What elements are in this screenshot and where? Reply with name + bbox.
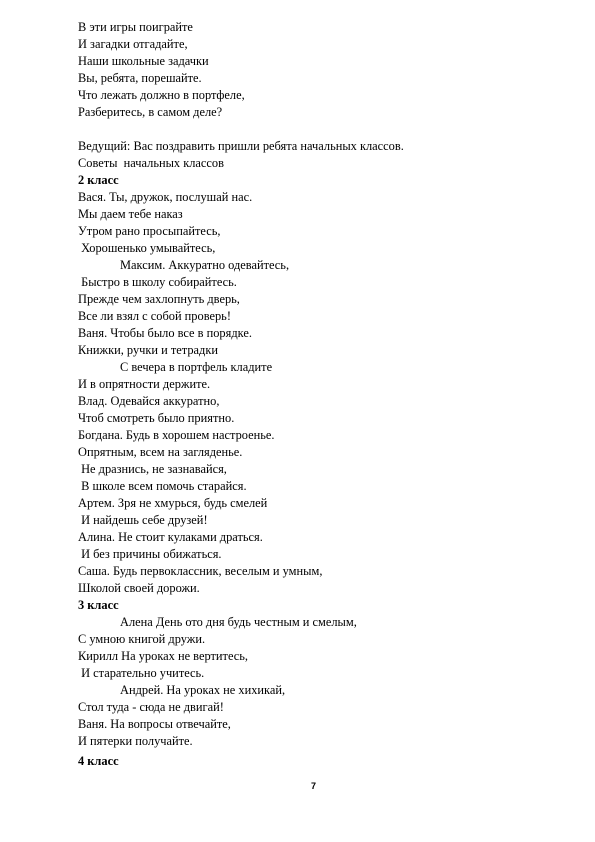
script-line: Опрятным, всем на загляденье. bbox=[78, 445, 243, 459]
page-number: 7 bbox=[311, 781, 317, 791]
poem-line: Вы, ребята, порешайте. bbox=[78, 71, 202, 85]
script-line: Прежде чем захлопнуть дверь, bbox=[78, 292, 240, 306]
script-line: Вася. Ты, дружок, послушай нас. bbox=[78, 190, 253, 204]
script-line: Ваня. На вопросы отвечайте, bbox=[78, 717, 231, 731]
script-line: Хорошенько умывайтесь, bbox=[78, 241, 216, 255]
host-line: Ведущий: Вас поздравить пришли ребята начальных классов. bbox=[78, 139, 404, 153]
advice-title: Советы начальных классов bbox=[78, 156, 224, 170]
script-line: И в опрятности держите. bbox=[78, 377, 211, 391]
script-line: Чтоб смотреть было приятно. bbox=[78, 411, 235, 425]
script-line: Артем. Зря не хмурься, будь смелей bbox=[78, 496, 268, 510]
script-line: Школой своей дорожи. bbox=[78, 581, 200, 595]
script-line: Кирилл На уроках не вертитесь, bbox=[78, 649, 248, 663]
poem-line: Что лежать должно в портфеле, bbox=[78, 88, 245, 102]
script-line: Не дразнись, не зазнавайся, bbox=[78, 462, 227, 476]
grade-4-heading: 4 класс bbox=[78, 754, 119, 768]
script-line: И найдешь себе друзей! bbox=[78, 513, 208, 527]
script-line: Саша. Будь первоклассник, веселым и умным, bbox=[78, 564, 323, 578]
script-line: В школе всем помочь старайся. bbox=[78, 479, 247, 493]
script-line: И старательно учитесь. bbox=[78, 666, 205, 680]
script-line: С вечера в портфель кладите bbox=[120, 360, 273, 374]
grade-3-heading: 3 класс bbox=[78, 598, 119, 612]
poem-line: В эти игры поиграйте bbox=[78, 20, 193, 34]
script-line: Мы даем тебе наказ bbox=[78, 207, 183, 221]
script-line: Влад. Одевайся аккуратно, bbox=[78, 394, 220, 408]
script-line: Максим. Аккуратно одевайтесь, bbox=[120, 258, 290, 272]
poem-line: Разберитесь, в самом деле? bbox=[78, 105, 223, 119]
script-line: И пятерки получайте. bbox=[78, 734, 193, 748]
script-line: Андрей. На уроках не хихикай, bbox=[120, 683, 286, 697]
script-line: Богдана. Будь в хорошем настроенье. bbox=[78, 428, 275, 442]
script-line: Книжки, ручки и тетрадки bbox=[78, 343, 218, 357]
script-line: Утром рано просыпайтесь, bbox=[78, 224, 221, 238]
script-line: С умною книгой дружи. bbox=[78, 632, 206, 646]
script-line: Стол туда - сюда не двигай! bbox=[78, 700, 224, 714]
grade-2-heading: 2 класс bbox=[78, 173, 119, 187]
script-line: Все ли взял с собой проверь! bbox=[78, 309, 231, 323]
script-line: Ваня. Чтобы было все в порядке. bbox=[78, 326, 252, 340]
script-line: И без причины обижаться. bbox=[78, 547, 222, 561]
poem-line: Наши школьные задачки bbox=[78, 54, 209, 68]
script-line: Быстро в школу собирайтесь. bbox=[78, 275, 237, 289]
script-line: Алена День ото дня будь честным и смелым, bbox=[120, 615, 357, 629]
script-line: Алина. Не стоит кулаками драться. bbox=[78, 530, 263, 544]
poem-line: И загадки отгадайте, bbox=[78, 37, 188, 51]
